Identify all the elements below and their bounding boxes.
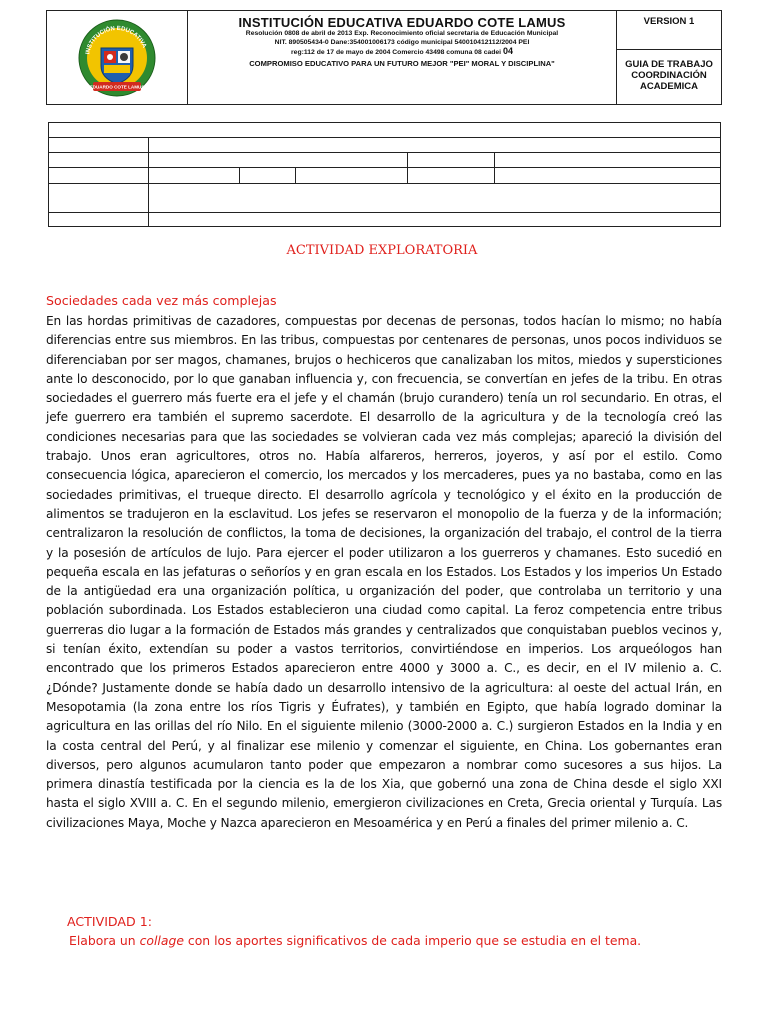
activity1-collage-word: collage [139,933,184,948]
guide-line-2: COORDINACIÓN [631,70,707,81]
document-header [46,10,722,105]
svg-text:INSTITUCIÓN EDUCATIVA: INSTITUCIÓN EDUCATIVA [85,25,147,55]
school-logo [77,18,157,98]
activity1-label: ACTIVIDAD 1: [67,914,152,929]
info-row-divider [49,167,720,168]
info-row-divider [49,183,720,184]
activity-title: ACTIVIDAD EXPLORATORIA [286,243,478,258]
activity1-instruction [69,933,641,948]
info-row-divider [49,137,720,138]
student-info-table [48,122,721,227]
activity1-text-end: con los aportes significativos de cada imperio que se estudia en el tema. [183,933,642,948]
info-col-divider [295,167,296,183]
info-col-divider [239,167,240,183]
guide-line-1: GUIA DE TRABAJO [625,59,713,70]
info-col-divider [407,152,408,183]
svg-text:EDUARDO COTE LAMUS: EDUARDO COTE LAMUS [89,84,145,90]
logo-cell [47,11,188,105]
body-paragraph: En las hordas primitivas de cazadores, compuestas por decenas de personas, todos hacían lo mismo; no había diferencias entre sus miembros. En las tribus, compuestas por centenares de personas, unos pocos individuos se diferenciaban por ser magos, chamanes, brujos o hechiceros que canalizaban los mitos, miedos y supersticiones ante lo desconocido, por lo que ganaban influencia y, con frecuencia, se convertían en jefes de la tribu. En otras sociedades el guerrero más fuerte era el jefe y el chamán (brujo curandero) tenía un rol secundario. En otras, el jefe guerrero era también el supremo sacerdote. El desarrollo de la agricultura y de la tecnología creó las condiciones necesarias para que las sociedades se volvieran cada vez más complejas; apareció la división del trabajo. Unos eran agricultores, otros no. Había alfareros, herreros, joyeros, y así por el estilo. Como consecuencia lógica, aparecieron el comercio, los mercados y los mercaderes, pues ya no bastaba, como en las sociedades primitivas, el trueque directo. El desarrollo agrícola y tecnológico y el éxito en la producción de alimentos se tradujeron en la esclavitud. Los jefes se reservaron el monopolio de la fuerza y de la información; centralizaron la resolución de conflictos, la toma de decisiones, la organización del trabajo, el control de la tierra y la posesión de artículos de lujo. Para ejercer el poder utilizaron a los guerreros y chamanes. Esto sucedió en pequeña escala en las jefaturas o señoríos y en gran escala en los Estados. Los Estados y los imperios Un Estado de la antigüedad era una organización política, u organización del poder, que controlaba un territorio y una población subordinada. Los Estados establecieron una ciudad como capital. La feroz competencia entre tribus guerreras dio lugar a la formación de Estados más grandes y centralizados que conquistaban pueblos vecinos y, si tenían éxito, extendían su poder a vastos territorios, convirtiéndose en imperios. Los arqueólogos han encontrado que los primeros Estados aparecieron entre 4000 y 3000 a. C., es decir, en el IV milenio a. C. ¿Dónde? Justamente donde se había dado un desarrollo intensivo de la agricultura: al oeste del actual Irán, en Mesopotamia (la zona entre los ríos Tigris y Éufrates), y también en Egipto, que había logrado dominar la agricultura en las orillas del río Nilo. En el siguiente milenio (3000-2000 a. C.) surgieron Estados en la India y en la costa central del Perú, y al finalizar ese milenio y comenzar el siguiente, en China. Los gobernantes eran diversos, pero algunos acumularon tanto poder que empezaron a nombrar como sucesores a sus hijos. La primera dinastía testificada por la ciencia es la de los Xia, que gobernó una zona de China desde el siglo XXI hasta el siglo XVIII a. C. En el segundo milenio, emergieron civilizaciones en Creta, Grecia oriental y Turquía. Las civilizaciones Maya, Moche y Nazca aparecieron en Mesoamérica y en Perú a finales del primer milenio a. C. [46,314,722,830]
registration-line [188,47,616,58]
resolution-line: Resolución 0808 de abril de 2013 Exp. Reconocimiento oficial secretaria de Educación Municipal [245,30,559,37]
registration-text: reg:112 de 17 de mayo de 2004 Comercio 43498 comuna 08 cadei [291,49,502,57]
nit-line: NIT. 890505434-0 Dane:354001006173 código municipal 540010412112/2004 PEI [274,38,530,46]
info-row-divider [49,212,720,213]
guide-label [617,50,721,92]
registration-number: 04 [502,46,513,57]
guide-line-3: ACADEMICA [639,81,699,92]
info-col-divider [148,137,149,227]
school-seal-icon [77,18,157,98]
motto: COMPROMISO EDUCATIVO PARA UN FUTURO MEJOR "PEI" MORAL Y DISCIPLINA" [249,58,555,68]
section-title: Sociedades cada vez más complejas [46,293,277,308]
header-meta-cell [617,11,722,105]
school-name: INSTITUCIÓN EDUCATIVA EDUARDO COTE LAMUS [238,15,566,30]
info-col-divider [494,152,495,183]
info-row-divider [49,152,720,153]
version-label: VERSION 1 [617,11,721,50]
activity1-text-start: Elabora un [69,933,140,948]
header-title-cell [188,11,617,105]
